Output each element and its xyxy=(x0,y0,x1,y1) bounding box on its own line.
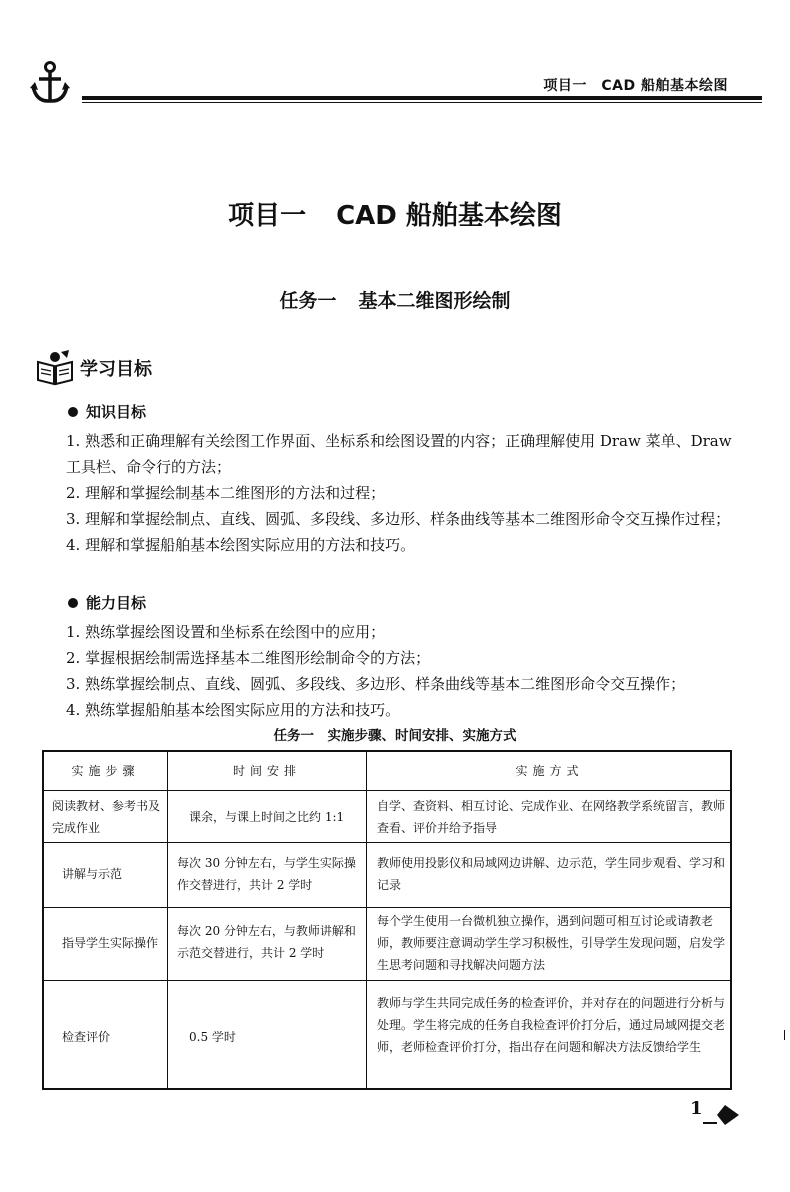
table-cell: 阅读教材、参考书及完成作业 xyxy=(52,799,161,835)
list-item: 4. 理解和掌握船舶基本绘图实际应用的方法和技巧。 xyxy=(66,536,416,554)
table-divider xyxy=(44,790,730,791)
list-item: 1. 熟悉和正确理解有关绘图工作界面、坐标系和绘图设置的内容；正确理解使用 Draw 菜单、Draw 工具栏、命令行的方法； xyxy=(66,432,732,476)
table-divider xyxy=(44,980,730,981)
ability-list xyxy=(42,619,742,723)
list-item: 2. 掌握根据绘制需选择基本二维图形绘制命令的方法； xyxy=(66,649,431,667)
list-item: 2. 理解和掌握绘制基本二维图形的方法和过程； xyxy=(66,484,386,502)
task-title-text: 基本二维图形绘制 xyxy=(358,290,511,312)
list-item: 1. 熟练掌握绘图设置和坐标系在绘图中的应用； xyxy=(66,623,386,641)
table-cell: 每个学生使用一台微机独立操作，遇到问题可相互讨论或请教老师，教师要注意调动学生学习积极性，引导学生发现问题，启发学生思考问题和寻找解决问题方法 xyxy=(377,914,726,972)
task-title xyxy=(0,286,790,313)
table-divider xyxy=(44,842,730,843)
table-cell: 自学、查资料、相互讨论、完成作业、在网络教学系统留言，教师查看、评价并给予指导 xyxy=(377,799,726,835)
steps-table xyxy=(42,750,732,1090)
table-caption: 任务一 实施步骤、时间安排、实施方式 xyxy=(273,728,517,744)
ability-heading xyxy=(68,592,146,613)
bullet-icon xyxy=(68,407,78,417)
chapter-title xyxy=(0,195,790,232)
table-header-time: 时间安排 xyxy=(232,764,301,778)
table-cell: 指导学生实际操作 xyxy=(62,936,159,950)
table-divider xyxy=(167,752,168,1088)
book-icon xyxy=(36,350,74,386)
table-divider xyxy=(366,752,367,1088)
table-cell: 课余，与课上时间之比约 1:1 xyxy=(189,810,345,824)
knowledge-heading xyxy=(68,401,146,422)
table-cell: 0.5 学时 xyxy=(189,1030,236,1044)
list-item: 4. 熟练掌握船舶基本绘图实际应用的方法和技巧。 xyxy=(66,701,401,719)
objectives-heading-text: 学习目标 xyxy=(80,359,152,380)
edge-mark xyxy=(784,1030,785,1040)
list-item: 3. 理解和掌握绘制点、直线、圆弧、多段线、多边形、样条曲线等基本二维图形命令交互操作过程； xyxy=(66,510,731,528)
table-cell: 检查评价 xyxy=(62,1030,111,1044)
bullet-icon xyxy=(68,598,78,608)
table-cell: 教师与学生共同完成任务的检查评价，并对存在的问题进行分析与处理。学生将完成的任务自我检查评价打分后，通过局域网提交老师，老师检查评价打分，指出存在问题和解决方法反馈给学生 xyxy=(377,996,726,1054)
list-item: 3. 熟练掌握绘制点、直线、圆弧、多段线、多边形、样条曲线等基本二维图形命令交互操作； xyxy=(66,675,686,693)
page-number-arrow-icon xyxy=(703,1103,739,1127)
table-divider xyxy=(44,907,730,908)
chapter-title-number: 项目一 xyxy=(228,201,307,231)
table-cell: 每次 30 分钟左右，与学生实际操作交替进行，共计 2 学时 xyxy=(177,856,356,892)
chapter-title-text: CAD 船舶基本绘图 xyxy=(336,201,562,231)
running-head: 项目一 CAD 船舶基本绘图 xyxy=(543,78,728,94)
task-title-number: 任务一 xyxy=(279,290,337,312)
table-header-step: 实施步骤 xyxy=(71,764,140,778)
objectives-heading xyxy=(36,350,152,386)
knowledge-list xyxy=(42,428,742,558)
anchor-icon xyxy=(30,60,70,104)
header-rule xyxy=(82,96,762,100)
ability-heading-text: 能力目标 xyxy=(86,594,147,612)
page-number: 1 xyxy=(690,1098,703,1119)
table-cell: 教师使用投影仪和局域网边讲解、边示范，学生同步观看、学习和记录 xyxy=(377,856,726,892)
table-cell: 讲解与示范 xyxy=(62,867,123,881)
table-header-method: 实施方式 xyxy=(515,764,584,778)
knowledge-heading-text: 知识目标 xyxy=(86,403,147,421)
table-cell: 每次 20 分钟左右，与教师讲解和示范交替进行，共计 2 学时 xyxy=(177,924,356,960)
header-rule-thin xyxy=(82,102,762,103)
